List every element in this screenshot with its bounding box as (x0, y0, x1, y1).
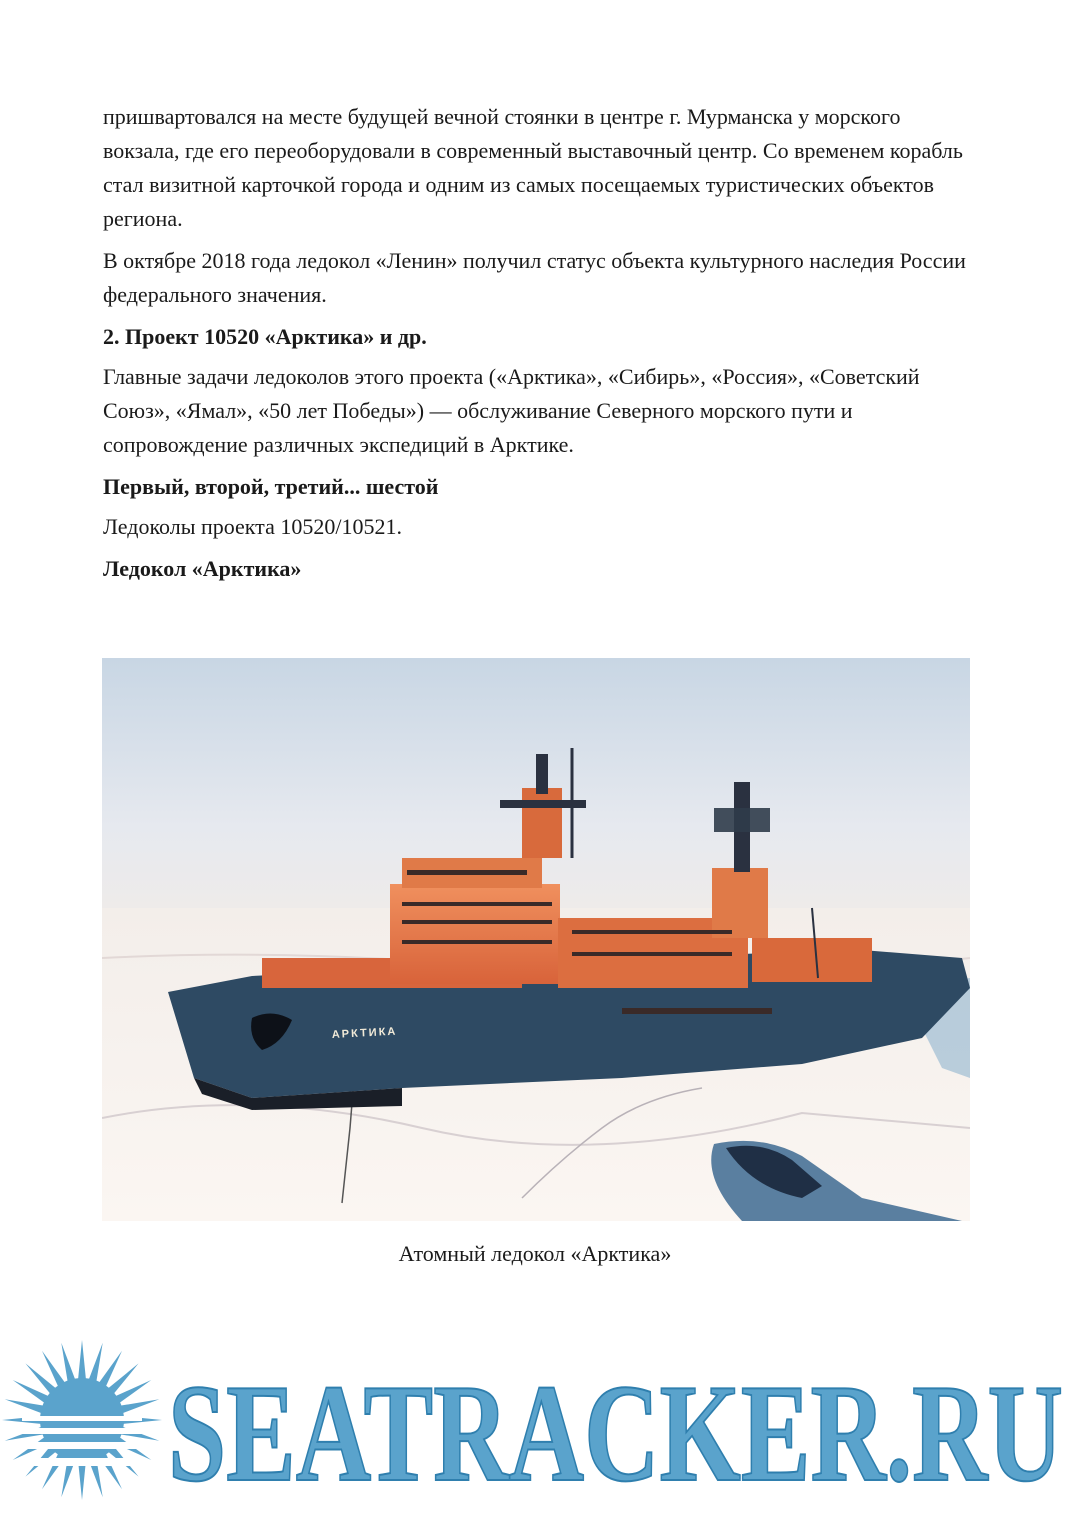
paragraph-lenin-heritage: В октябре 2018 года ледокол «Ленин» получил статус объекта культурного наследия России федерального значения. (103, 248, 966, 307)
subheading-arktika: Ледокол «Арктика» (103, 556, 302, 581)
icebreaker-photo (102, 658, 970, 1221)
paragraph-lenin-museum: пришвартовался на месте будущей вечной стоянки в центре г. Мурманска у морского вокзала, где его переоборудовали в современный выставочный центр. Со временем корабль стал визитной карточкой города и одним из самых посещаемых туристических объектов региона. (103, 104, 963, 231)
section-text: Главные задачи ледоколов этого проекта («Арктика», «Сибирь», «Россия», «Советский Союз», «Ямал», «50 лет Победы») — обслуживание Северного морского пути и сопровождение различных экспедиций в Арктике. (103, 364, 920, 457)
subheading-text: Ледоколы проекта 10520/10521. (103, 514, 402, 539)
article-body (103, 100, 973, 592)
photo-caption: Атомный ледокол «Арктика» (398, 1241, 672, 1266)
wordmark-text: SEATRACKER.RU (168, 1372, 1063, 1488)
ship-name-on-hull: АРКТИКА (331, 1025, 398, 1041)
seatracker-wordmark (168, 1372, 1068, 1488)
subheading-first-to-sixth: Первый, второй, третий... шестой (103, 474, 439, 499)
section-heading: 2. Проект 10520 «Арктика» и др. (103, 324, 427, 349)
